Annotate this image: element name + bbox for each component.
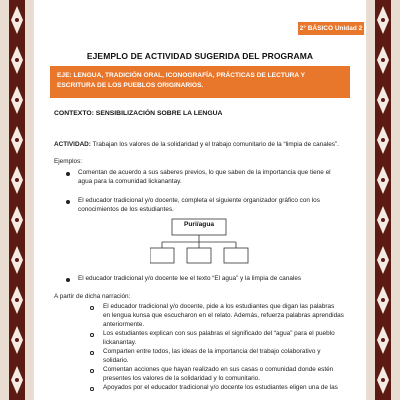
- eje-banner: EJE: LENGUA, TRADICIÓN ORAL, ICONOGRAFÍA, PRÁCTICAS DE LECTURA Y ESCRITURA DE LOS PUEBLOS ORIGINARIOS.: [50, 66, 350, 98]
- sub-item-marker: [90, 306, 94, 310]
- organizer-branch-box: [150, 248, 174, 263]
- sub-item-line: en lengua kunsa que escucharon en el relato. Además, refuerza palabras aprendidas: [103, 312, 344, 319]
- actividad-paragraph: [54, 141, 339, 150]
- sub-item-line: presentes los valores de la solidaridad y lo comunitario.: [103, 375, 261, 382]
- organizer-title: Puri/agua: [183, 221, 215, 228]
- organizer-branch-box: [187, 248, 211, 263]
- bullet-line: Comentan de acuerdo a sus saberes previos, lo que saben de la importancia que tiene el: [78, 169, 331, 176]
- sub-item-marker: [90, 387, 94, 391]
- sub-item-marker: [90, 369, 94, 373]
- bullet-marker: [66, 278, 70, 282]
- ejemplos-label: Ejemplos:: [54, 158, 83, 165]
- grade-unit-tab: 2° BÁSICO Unidad 2: [298, 22, 364, 35]
- right-decorative-border: [366, 0, 400, 400]
- contexto-heading: CONTEXTO: SENSIBILIZACIÓN SOBRE LA LENGUA: [54, 110, 223, 117]
- sub-item-line: Apoyados por el educador tradicional y/o docente los estudiantes eligen una de las: [103, 384, 338, 391]
- bullet-marker: [66, 172, 70, 176]
- sub-item-line: Comparten entre todos, las ideas de la importancia del trabajo colaborativo y: [103, 348, 321, 355]
- sub-item-line: anteriormente.: [103, 321, 145, 328]
- actividad-label: ACTIVIDAD:: [54, 141, 91, 148]
- sub-item-line: lickanantay.: [103, 339, 137, 346]
- sub-item-line: solidario.: [103, 357, 129, 364]
- sub-item-line: Los estudiantes explican con sus palabras el significado del “agua” para el pueblo: [103, 330, 335, 337]
- bullet-line: El educador tradicional y/o docente, completa el siguiente organizador gráfico con los: [78, 197, 320, 204]
- sub-item-marker: [90, 333, 94, 337]
- sub-item-line: El educador tradicional y/o docente, pide a los estudiantes que digan las palabras: [103, 303, 335, 310]
- page-title: EJEMPLO DE ACTIVIDAD SUGERIDA DEL PROGRAMA: [86, 51, 314, 61]
- bullet-marker: [66, 200, 70, 204]
- sub-item-marker: [90, 351, 94, 355]
- bullet-line: El educador tradicional y/o docente lee el texto “El agua” y la limpia de canales: [78, 275, 302, 282]
- actividad-text: Trabajan los valores de la solidaridad y el trabajo comunitario de la “limpia de canales”.: [90, 141, 339, 148]
- organizer-branch-box: [224, 248, 248, 263]
- left-decorative-border: [0, 0, 34, 400]
- narracion-label: A partir de dicha narración:: [54, 293, 131, 300]
- bullet-line: conocimientos de los estudiantes.: [78, 206, 174, 213]
- sub-item-line: Comentan acciones que hayan realizado en sus casas o comunidad donde estén: [103, 366, 334, 373]
- bullet-line: agua para la comunidad lickanantay.: [78, 178, 182, 185]
